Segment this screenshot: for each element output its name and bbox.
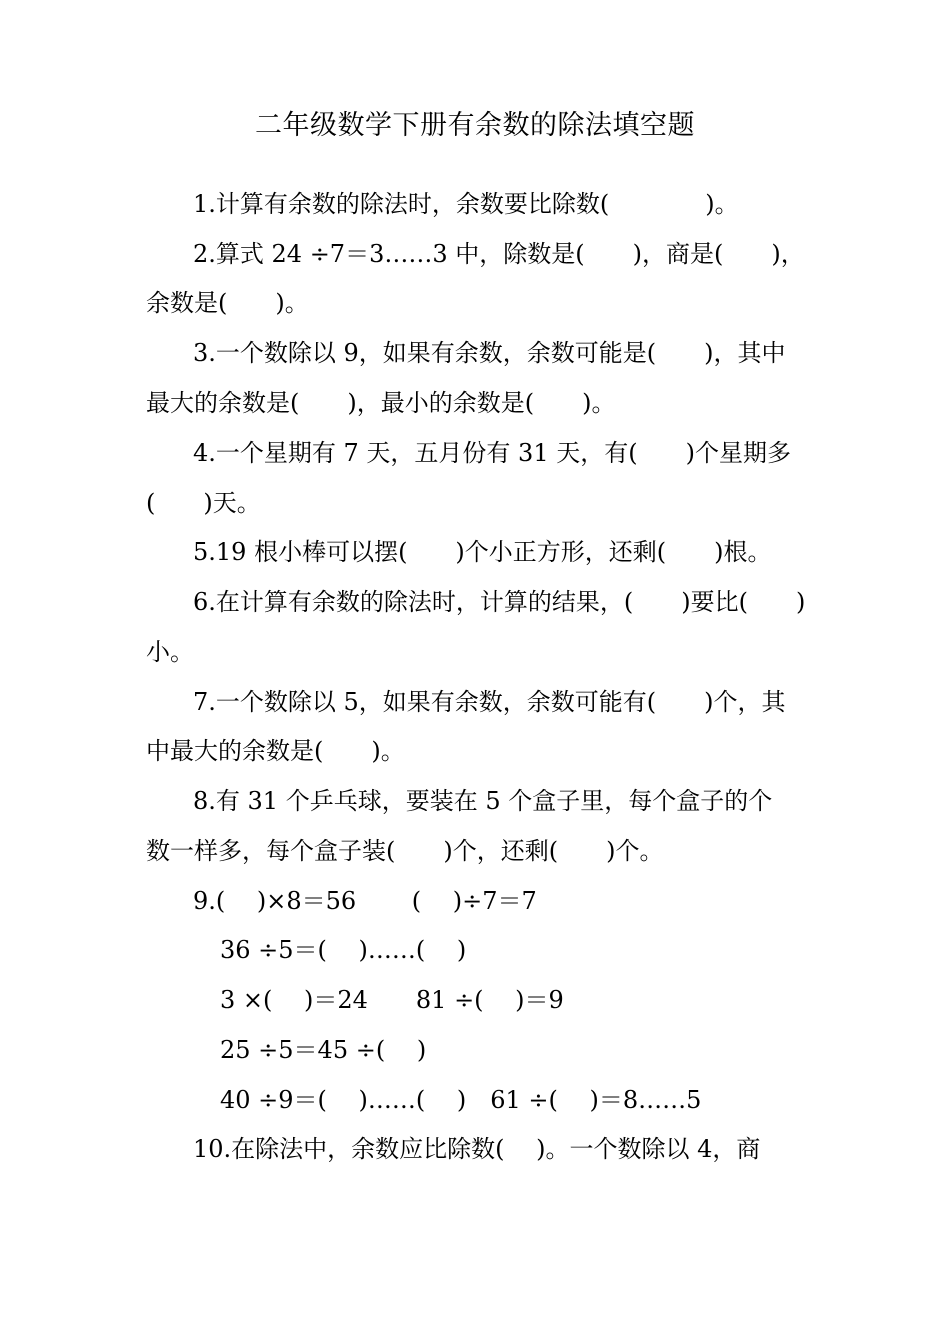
question-9-item: 3 ×( )＝24 81 ÷( )＝9 (220, 986, 564, 1014)
document-title: 二年级数学下册有余数的除法填空题 (255, 110, 695, 141)
question-9-item: 36 ÷5＝( )……( ) (220, 936, 467, 964)
question-7: 7.一个数除以 5，如果有余数，余数可能有( )个，其 (193, 688, 786, 716)
question-9-item: 40 ÷9＝( )……( ) 61 ÷( )＝8……5 (220, 1086, 702, 1114)
question-6: 6.在计算有余数的除法时，计算的结果，( )要比( ) (193, 588, 806, 616)
question-4: 4.一个星期有 7 天，五月份有 31 天，有( )个星期多 (193, 439, 791, 467)
question-5: 5.19 根小棒可以摆( )个小正方形，还剩( )根。 (193, 538, 772, 566)
question-9-item: 25 ÷5＝45 ÷( ) (220, 1036, 427, 1064)
question-4-continued: ( )天。 (146, 489, 261, 517)
question-9: 9.( )×8＝56 ( )÷7＝7 (193, 887, 537, 915)
question-8: 8.有 31 个乒乓球，要装在 5 个盒子里，每个盒子的个 (193, 787, 773, 815)
question-3: 3.一个数除以 9，如果有余数，余数可能是( )，其中 (193, 339, 786, 367)
question-2-continued: 余数是( )。 (146, 289, 309, 317)
question-3-continued: 最大的余数是( )，最小的余数是( )。 (146, 389, 616, 417)
question-7-continued: 中最大的余数是( )。 (146, 737, 405, 765)
question-6-continued: 小。 (146, 638, 194, 666)
question-10: 10.在除法中，余数应比除数( )。一个数除以 4，商 (193, 1135, 761, 1163)
question-1: 1.计算有余数的除法时，余数要比除数( )。 (193, 190, 739, 218)
question-8-continued: 数一样多，每个盒子装( )个，还剩( )个。 (146, 837, 664, 865)
question-2: 2.算式 24 ÷7＝3……3 中，除数是( )，商是( )， (193, 240, 805, 268)
